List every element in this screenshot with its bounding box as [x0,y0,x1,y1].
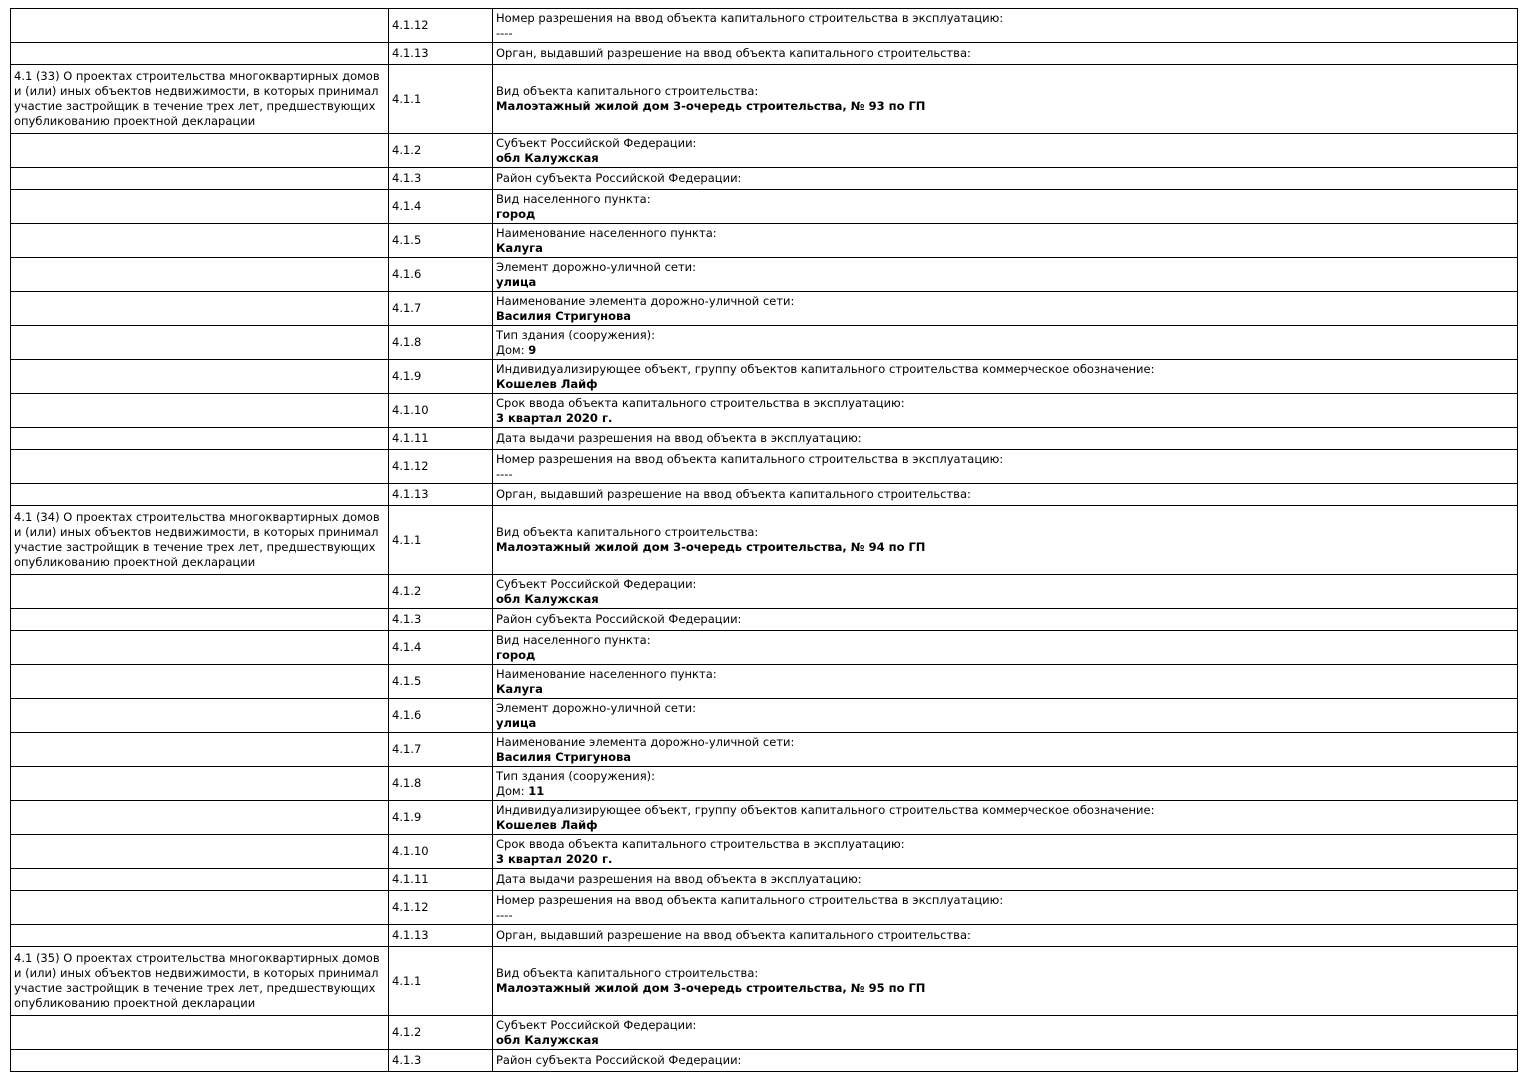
field-value-bold: улица [496,274,537,289]
empty-description-cell [11,835,389,869]
row-number: 4.1.3 [389,168,493,190]
field-value [496,648,1513,663]
row-content-cell [493,835,1518,869]
field-value-bold: город [496,206,536,221]
empty-description-cell [11,1050,389,1072]
field-value [496,207,1513,222]
field-label: Срок ввода объекта капитального строительства в эксплуатацию: [496,836,905,851]
table-row [11,609,1518,631]
empty-description-cell [11,484,389,506]
field-label: Орган, выдавший разрешение на ввод объекта капитального строительства: [496,487,971,501]
table-row [11,360,1518,394]
row-content-cell [493,394,1518,428]
row-content-cell [493,1016,1518,1050]
table-row [11,450,1518,484]
table-row [11,891,1518,925]
table-row [11,43,1518,65]
row-content-cell [493,733,1518,767]
row-number: 4.1.11 [389,869,493,891]
row-content-cell [493,43,1518,65]
row-number: 4.1.3 [389,1050,493,1072]
table-row [11,947,1518,1016]
table-row [11,767,1518,801]
row-number: 4.1.4 [389,190,493,224]
field-label: Орган, выдавший разрешение на ввод объекта капитального строительства: [496,928,971,942]
table-row [11,326,1518,360]
row-content-cell [493,699,1518,733]
row-content-cell [493,360,1518,394]
field-value [496,467,1513,482]
empty-description-cell [11,801,389,835]
field-label: Элемент дорожно-уличной сети: [496,700,697,715]
field-label: Элемент дорожно-уличной сети: [496,259,697,274]
row-content-cell [493,190,1518,224]
row-number: 4.1.7 [389,733,493,767]
row-number: 4.1.6 [389,258,493,292]
row-content-cell [493,925,1518,947]
field-label: Индивидуализирующее объект, группу объектов капитального строительства коммерческое обозначение: [496,361,1155,376]
field-value-bold: обл Калужская [496,150,599,165]
field-label: Номер разрешения на ввод объекта капитального строительства в эксплуатацию: [496,10,1004,25]
table-row [11,506,1518,575]
field-label: Наименование населенного пункта: [496,225,717,240]
table-row [11,190,1518,224]
empty-description-cell [11,224,389,258]
row-content-cell [493,767,1518,801]
field-label: Наименование элемента дорожно-уличной сети: [496,293,795,308]
row-content-cell [493,168,1518,190]
row-content-cell [493,665,1518,699]
empty-description-cell [11,450,389,484]
field-value [496,852,1513,867]
field-value-bold: обл Калужская [496,591,599,606]
field-value-bold: Василия Стригунова [496,749,632,764]
field-value [496,908,1513,923]
empty-description-cell [11,665,389,699]
field-value [496,99,1513,114]
table-row [11,9,1518,43]
field-label: Субъект Российской Федерации: [496,135,697,150]
field-label: Срок ввода объекта капитального строительства в эксплуатацию: [496,395,905,410]
empty-description-cell [11,190,389,224]
row-content-cell [493,869,1518,891]
field-value-bold: 9 [528,342,537,357]
row-content-cell [493,506,1518,575]
field-value-bold: Малоэтажный жилой дом 3-очередь строительства, № 93 по ГП [496,99,926,113]
row-number: 4.1.2 [389,575,493,609]
row-number: 4.1.3 [389,609,493,631]
row-number: 4.1.4 [389,631,493,665]
row-number: 4.1.8 [389,767,493,801]
row-content-cell [493,801,1518,835]
empty-description-cell [11,699,389,733]
field-value-bold: Калуга [496,240,543,255]
row-number: 4.1.13 [389,43,493,65]
table-row [11,1050,1518,1072]
row-content-cell [493,65,1518,134]
row-content-cell [493,575,1518,609]
field-value [496,377,1513,392]
row-number: 4.1.2 [389,1016,493,1050]
empty-description-cell [11,428,389,450]
field-value-bold: Малоэтажный жилой дом 3-очередь строительства, № 94 по ГП [496,540,926,554]
field-label: Номер разрешения на ввод объекта капитального строительства в эксплуатацию: [496,451,1004,466]
field-label: Район субъекта Российской Федерации: [496,1053,742,1067]
table-row [11,168,1518,190]
table-row [11,925,1518,947]
row-content-cell [493,1050,1518,1072]
field-label: Наименование элемента дорожно-уличной сети: [496,734,795,749]
field-label: Тип здания (сооружения): [496,327,656,342]
empty-description-cell [11,609,389,631]
row-number: 4.1.9 [389,360,493,394]
field-value [496,818,1513,833]
field-value-bold: Калуга [496,681,543,696]
field-value [496,592,1513,607]
field-value [496,151,1513,166]
field-value-bold: Василия Стригунова [496,308,632,323]
field-value [496,1033,1513,1048]
field-value-bold: город [496,647,536,662]
declaration-table-body [11,9,1518,1072]
row-number: 4.1.9 [389,801,493,835]
field-label: Субъект Российской Федерации: [496,1017,697,1032]
row-content-cell [493,428,1518,450]
table-row [11,631,1518,665]
field-value [496,241,1513,256]
row-number: 4.1.8 [389,326,493,360]
row-content-cell [493,484,1518,506]
row-number: 4.1.13 [389,484,493,506]
row-content-cell [493,258,1518,292]
field-label: Наименование населенного пункта: [496,666,717,681]
empty-description-cell [11,869,389,891]
field-value-bold: 11 [528,783,545,798]
empty-description-cell [11,258,389,292]
field-value [496,784,1513,799]
field-label: Вид объекта капитального строительства: [496,966,759,980]
table-row [11,394,1518,428]
section-description: 4.1 (34) О проектах строительства многоквартирных домов и (или) иных объектов недвижимости, в которых принимал участие застройщик в течение трех лет, предшествующих опубликованию проектной декларации [11,506,389,575]
table-row [11,665,1518,699]
field-value-bold: обл Калужская [496,1032,599,1047]
field-label: Дата выдачи разрешения на ввод объекта в эксплуатацию: [496,872,862,886]
row-number: 4.1.10 [389,835,493,869]
field-value-bold: 3 квартал 2020 г. [496,410,613,425]
table-row [11,224,1518,258]
table-row [11,869,1518,891]
empty-description-cell [11,292,389,326]
field-value [496,716,1513,731]
field-value [496,275,1513,290]
field-value-plain: Дом: [496,342,529,357]
empty-description-cell [11,134,389,168]
row-number: 4.1.7 [389,292,493,326]
empty-description-cell [11,43,389,65]
row-content-cell [493,450,1518,484]
field-value [496,750,1513,765]
field-value-bold: улица [496,715,537,730]
table-row [11,134,1518,168]
empty-description-cell [11,767,389,801]
empty-description-cell [11,360,389,394]
empty-description-cell [11,168,389,190]
section-description: 4.1 (35) О проектах строительства многоквартирных домов и (или) иных объектов недвижимости, в которых принимал участие застройщик в течение трех лет, предшествующих опубликованию проектной декларации [11,947,389,1016]
field-value [496,26,1513,41]
field-label: Вид объекта капитального строительства: [496,525,759,539]
table-row [11,699,1518,733]
empty-description-cell [11,925,389,947]
row-content-cell [493,134,1518,168]
empty-description-cell [11,1016,389,1050]
row-content-cell [493,609,1518,631]
row-number: 4.1.11 [389,428,493,450]
field-label: Индивидуализирующее объект, группу объектов капитального строительства коммерческое обозначение: [496,802,1155,817]
row-content-cell [493,326,1518,360]
field-value [496,343,1513,358]
field-label: Дата выдачи разрешения на ввод объекта в эксплуатацию: [496,431,862,445]
row-number: 4.1.6 [389,699,493,733]
row-content-cell [493,891,1518,925]
empty-description-cell [11,326,389,360]
field-value [496,981,1513,996]
table-row [11,835,1518,869]
field-value-plain: Дом: [496,783,529,798]
row-number: 4.1.13 [389,925,493,947]
empty-description-cell [11,575,389,609]
field-label: Субъект Российской Федерации: [496,576,697,591]
field-value [496,309,1513,324]
table-row [11,258,1518,292]
field-value-bold: Малоэтажный жилой дом 3-очередь строительства, № 95 по ГП [496,981,926,995]
field-value-bold: Кошелев Лайф [496,817,598,832]
row-content-cell [493,631,1518,665]
row-content-cell [493,224,1518,258]
row-content-cell [493,292,1518,326]
empty-description-cell [11,631,389,665]
row-number: 4.1.5 [389,224,493,258]
field-value-plain: ---- [496,907,513,922]
table-row [11,801,1518,835]
field-value [496,682,1513,697]
field-value [496,540,1513,555]
empty-description-cell [11,733,389,767]
field-value-plain: ---- [496,25,513,40]
empty-description-cell [11,891,389,925]
field-label: Район субъекта Российской Федерации: [496,171,742,185]
section-description: 4.1 (33) О проектах строительства многоквартирных домов и (или) иных объектов недвижимости, в которых принимал участие застройщик в течение трех лет, предшествующих опубликованию проектной декларации [11,65,389,134]
empty-description-cell [11,9,389,43]
field-value-bold: 3 квартал 2020 г. [496,851,613,866]
row-number: 4.1.10 [389,394,493,428]
table-row [11,428,1518,450]
field-label: Вид населенного пункта: [496,191,651,206]
row-content-cell [493,947,1518,1016]
table-row [11,65,1518,134]
row-number: 4.1.12 [389,891,493,925]
row-number: 4.1.1 [389,65,493,134]
row-number: 4.1.1 [389,947,493,1016]
table-row [11,292,1518,326]
field-label: Район субъекта Российской Федерации: [496,612,742,626]
field-label: Вид населенного пункта: [496,632,651,647]
declaration-table [10,8,1518,1072]
table-row [11,1016,1518,1050]
row-number: 4.1.5 [389,665,493,699]
field-label: Орган, выдавший разрешение на ввод объекта капитального строительства: [496,46,971,60]
row-number: 4.1.12 [389,9,493,43]
row-number: 4.1.2 [389,134,493,168]
empty-description-cell [11,394,389,428]
field-value-bold: Кошелев Лайф [496,376,598,391]
field-value [496,411,1513,426]
table-row [11,484,1518,506]
field-label: Вид объекта капитального строительства: [496,84,759,98]
table-row [11,733,1518,767]
row-number: 4.1.12 [389,450,493,484]
row-content-cell [493,9,1518,43]
row-number: 4.1.1 [389,506,493,575]
field-value-plain: ---- [496,466,513,481]
field-label: Тип здания (сооружения): [496,768,656,783]
table-row [11,575,1518,609]
field-label: Номер разрешения на ввод объекта капитального строительства в эксплуатацию: [496,892,1004,907]
